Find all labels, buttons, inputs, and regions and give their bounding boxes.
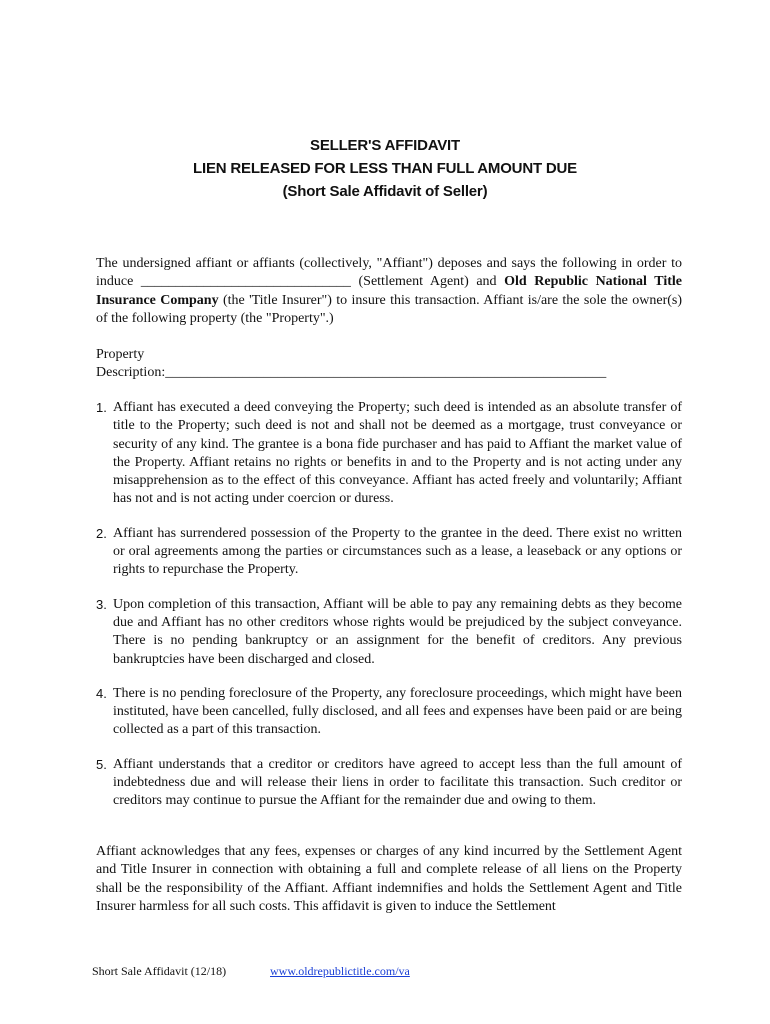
document-title — [0, 134, 770, 203]
property-label: Property — [96, 347, 145, 362]
title-line-2: LIEN RELEASED FOR LESS THAN FULL AMOUNT DUE — [193, 160, 577, 177]
intro-text-2: (the 'Title Insurer") to insure this transaction. Affiant is/are the sole the owner(s) of the following property (the "Property".) — [96, 292, 682, 326]
item-number: 3. — [96, 596, 107, 612]
item-number: 5. — [96, 756, 107, 772]
intro-paragraph — [96, 255, 682, 328]
item-number: 4. — [96, 685, 107, 701]
closing-paragraph: Affiant acknowledges that any fees, expenses or charges of any kind incurred by the Settlement Agent and Title Insurer in connection with obtaining a full and complete release of all liens on the Property shall be the responsibility of the Affiant. Affiant indemnifies and holds the Settlement Agent and Title Insurer harmless for all such costs. This affidavit is given to induce the Settlement — [96, 844, 682, 914]
item-number: 1. — [96, 400, 107, 415]
item-text: Affiant has surrendered possession of the Property to the grantee in the deed. There exist no written or oral agreements among the parties or circumstances such as a lease, a leaseback or any options or rights to repurchase the Property. — [113, 525, 682, 578]
footer-form-id: Short Sale Affidavit (12/18) — [92, 964, 227, 978]
list-item — [96, 596, 682, 669]
title-line-3: (Short Sale Affidavit of Seller) — [282, 183, 488, 200]
page-footer — [92, 964, 410, 979]
list-item — [96, 685, 682, 740]
property-section — [96, 346, 682, 383]
property-description-field[interactable]: Description:_______________________________________________________________ — [96, 365, 607, 381]
item-text: Upon completion of this transaction, Affiant will be able to pay any remaining debts as they become due and Affiant has no other creditors whose rights would be prejudiced by the subject conveyance. There is no pending bankruptcy or an assignment for the benefit of creditors. Any previous bankruptcies have been discharged and closed. — [113, 596, 682, 667]
item-text: Affiant understands that a creditor or creditors have agreed to accept less than the full amount of indebtedness due and will release their liens in order to facilitate this transaction. Such creditor or creditors may continue to pursue the Affiant for the remainder due and owing to them. — [113, 756, 682, 809]
intro-text-1: The undersigned affiant or affiants (collectively, "Affiant") deposes and says the following in order to induce ______________________________ (Settlement Agent) and — [96, 256, 682, 290]
item-number: 2. — [96, 525, 107, 541]
footer-website-link[interactable]: www.oldrepublictitle.com/va — [270, 964, 410, 978]
item-text: Affiant has executed a deed conveying the Property; such deed is intended as an absolute transfer of title to the Property; such deed is not and shall not be deemed as a mortgage, trust conveyance or security of any kind. The grantee is a bona fide purchaser and has paid to Affiant the market value of the Property. Affiant retains no rights or benefits in and to the Property and is not acting under any misapprehension as to the effect of this conveyance. Affiant has acted freely and voluntarily; Affiant has not and is not acting under coercion or duress. — [113, 400, 682, 507]
numbered-list — [96, 399, 682, 827]
insurer-name: Old Republic National Title Insurance Company — [96, 274, 682, 308]
list-item — [96, 756, 682, 811]
title-line-1: SELLER'S AFFIDAVIT — [310, 137, 460, 154]
item-text: There is no pending foreclosure of the Property, any foreclosure proceedings, which might have been instituted, have been cancelled, fully disclosed, and all fees and expenses have been paid or are being collected as a part of this transaction. — [113, 685, 682, 738]
list-item — [96, 399, 682, 509]
list-item — [96, 525, 682, 580]
